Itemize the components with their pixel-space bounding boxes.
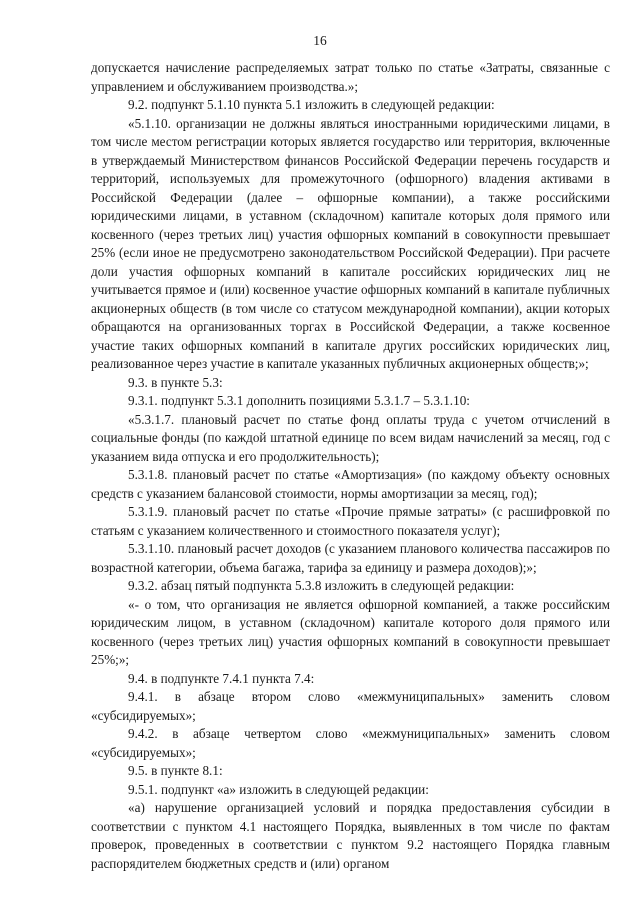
paragraph-5-1-10: «5.1.10. организации не должны являться иностранными юридическими лицами, в том числе местом регистрации которых является государство или территория, включенные в утверждаемый Министерством финансов Российской Федерации перечень государств и территорий, используемых для промежуточного (офшорного) владения активами в Российской Федерации (далее – офшорные компании), а также российскими юридическими лицами, в уставном (складочном) капитале которых доля прямого или косвенного (через третьих лиц) участия офшорных компаний в совокупности превышает 25% (если иное не предусмотрено законодательством Российской Федерации). При расчете доли участия офшорных компаний в капитале российских юридических лиц не учитывается прямое и (или) косвенное участие офшорных компаний в капитале публичных акционерных обществ (в том числе со статусом международной компании), акции которых обращаются на организованных торгах в Российской Федерации, а также косвенное участие таких офшорных компаний в капитале других российских юридических лиц, реализованное через участие в капитале указанных публичных акционерных обществ;»; bbox=[91, 115, 610, 371]
paragraph-9-5: 9.5. в пункте 8.1: bbox=[128, 763, 223, 778]
paragraph-9-3-1: 9.3.1. подпункт 5.3.1 дополнить позициями 5.3.1.7 – 5.3.1.10: bbox=[128, 393, 470, 408]
paragraph-5-3-1-8: 5.3.1.8. плановый расчет по статье «Амортизация» (по каждому объекту основных средств с указанием балансовой стоимости, нормы амортизации за месяц, год); bbox=[91, 467, 610, 501]
paragraph-9-3-2: 9.3.2. абзац пятый подпункта 5.3.8 изложить в следующей редакции: bbox=[128, 578, 515, 593]
paragraph-9-3: 9.3. в пункте 5.3: bbox=[128, 374, 223, 390]
paragraph-9-5-1: 9.5.1. подпункт «а» изложить в следующей редакции: bbox=[128, 781, 429, 797]
paragraph-5-3-1-7: «5.3.1.7. плановый расчет по статье фонд оплаты труда с учетом отчислений в социальные фонды (по каждой штатной единице по всем видам начислений за месяц, год с указанием вида отпуска и его продолжительность); bbox=[91, 411, 610, 464]
paragraph-9-4-2: 9.4.2. в абзаце четвертом слово «межмуниципальных» заменить словом «субсидируемых»; bbox=[91, 726, 610, 760]
paragraph-5-3-1-9: 5.3.1.9. плановый расчет по статье «Прочие прямые затраты» (с расшифровкой по статьям с указанием количественного и стоимостного показателя услуг); bbox=[91, 504, 610, 538]
paragraph-continuation: допускается начисление распределяемых затрат только по статье «Затраты, связанные с управлением и обслуживанием производства.»; bbox=[91, 60, 610, 94]
paragraph-9-2: 9.2. подпункт 5.1.10 пункта 5.1 изложить в следующей редакции: bbox=[128, 97, 495, 112]
paragraph-9-4: 9.4. в подпункте 7.4.1 пункта 7.4: bbox=[128, 670, 315, 686]
paragraph-offshore-statement: «- о том, что организация не является офшорной компанией, а также российским юридическим лицом, в уставном (складочном) капитале которого доля прямого или косвенного (через третьих лиц) участия офшорных компаний в совокупности превышает 25%;»; bbox=[91, 596, 610, 667]
paragraph-subitem-a: «а) нарушение организацией условий и порядка предоставления субсидии в соответствии с пунктом 4.1 настоящего Порядка, выявленных в том числе по фактам проверок, проведенных в соответствии с пунктом 9.2 настоящего Порядка главным распорядителем бюджетных средств и (или) органом bbox=[91, 800, 610, 871]
paragraph-5-3-1-10: 5.3.1.10. плановый расчет доходов (с указанием планового количества пассажиров по возрастной категории, объема багажа, тарифа за единицу и размера доходов);»; bbox=[91, 541, 610, 575]
document-body bbox=[91, 59, 610, 873]
page-number: 16 bbox=[313, 33, 327, 48]
paragraph-9-4-1: 9.4.1. в абзаце втором слово «межмуниципальных» заменить словом «субсидируемых»; bbox=[91, 689, 610, 723]
